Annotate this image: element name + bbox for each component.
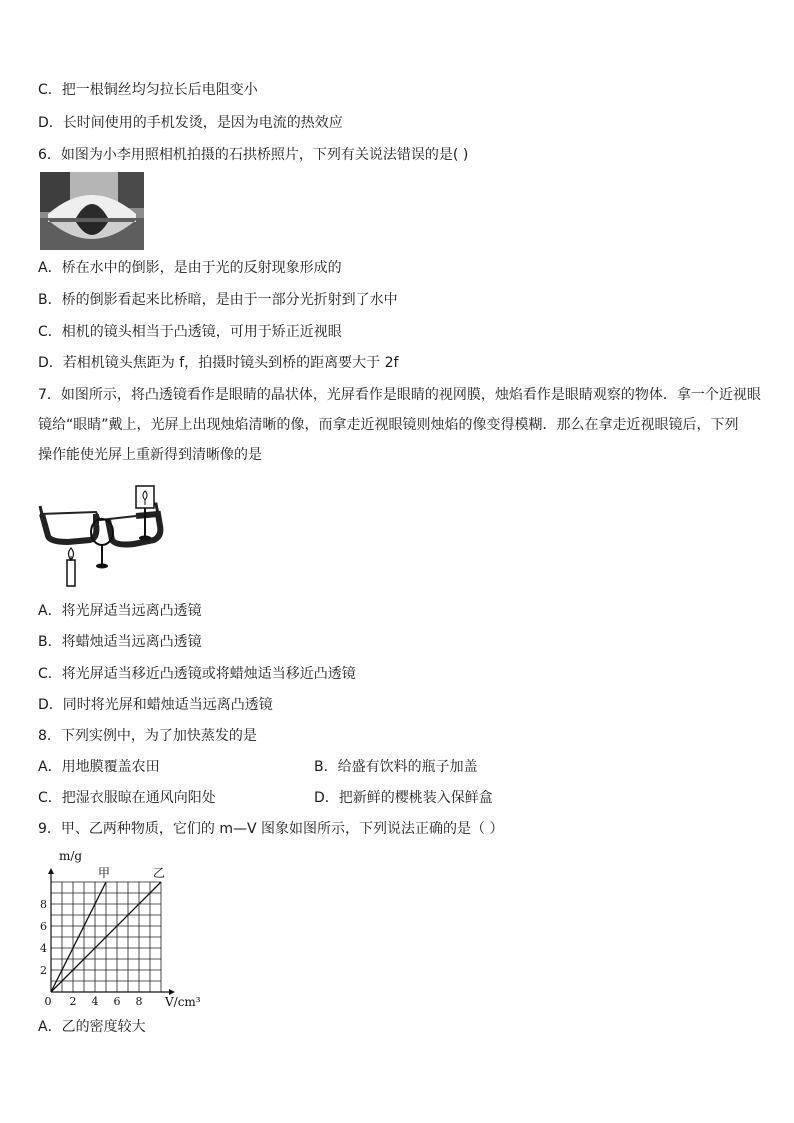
y-tick-label: 8: [40, 898, 47, 911]
q6-option-d: D．若相机镜头焦距为 f，拍摄时镜头到桥的距离要大于 2f: [38, 355, 399, 371]
q7-option-b: B．将蜡烛适当远离凸透镜: [38, 634, 202, 650]
x-tick-label: 8: [135, 995, 143, 1008]
x-tick-label: 0: [44, 995, 52, 1008]
q9-stem: 9．甲、乙两种物质，它们的 m—V 图象如图所示，下列说法正确的是（ ）: [38, 821, 504, 837]
series-label-1: 甲: [97, 866, 111, 880]
m-v-chart: [34, 846, 220, 1016]
x-tick-label: 4: [91, 995, 99, 1008]
y-axis-label: m/g: [59, 849, 83, 863]
y-tick-label: 4: [40, 942, 47, 955]
q7-option-c: C．将光屏适当移近凸透镜或将蜡烛适当移近凸透镜: [38, 666, 356, 682]
series-label-2: 乙: [152, 866, 166, 880]
y-tick-label: 6: [40, 920, 47, 933]
glasses-lens-candle-figure: [38, 484, 168, 594]
q6-stem: 6．如图为小李用照相机拍摄的石拱桥照片，下列有关说法错误的是( ): [38, 147, 469, 163]
q7-stem-line-3: 操作能使光屏上重新得到清晰像的是: [38, 447, 262, 463]
q8-stem: 8．下列实例中，为了加快蒸发的是: [38, 728, 257, 744]
q5-option-c: C．把一根铜丝均匀拉长后电阻变小: [38, 82, 258, 98]
x-axis-label: V/cm³: [165, 995, 201, 1009]
y-tick-label: 2: [40, 964, 47, 977]
q8-option-b: B．给盛有饮料的瓶子加盖: [314, 759, 478, 775]
stone-arch-bridge-photo: [40, 172, 144, 250]
q8-option-d: D．把新鲜的樱桃装入保鲜盒: [314, 790, 493, 806]
q7-stem-line-2: 镜给“眼睛”戴上，光屏上出现烛焰清晰的像，而拿走近视眼镜则烛焰的像变得模糊．那么在拿走近视眼镜后，下列: [38, 417, 739, 433]
q8-option-c: C．把湿衣服晾在通风向阳处: [38, 790, 216, 806]
q7-option-a: A．将光屏适当远离凸透镜: [38, 603, 202, 619]
q7-option-d: D．同时将光屏和蜡烛适当远离凸透镜: [38, 697, 273, 713]
q7-stem-line-1: 7．如图所示，将凸透镜看作是眼睛的晶状体，光屏看作是眼睛的视网膜，烛焰看作是眼睛观察的物体．拿一个近视眼: [38, 387, 761, 403]
x-tick-label: 2: [69, 995, 77, 1008]
q8-option-a: A．用地膜覆盖农田: [38, 759, 160, 775]
q5-option-d: D．长时间使用的手机发烫，是因为电流的热效应: [38, 115, 343, 131]
q6-option-b: B．桥的倒影看起来比桥暗，是由于一部分光折射到了水中: [38, 292, 398, 308]
q9-option-a: A．乙的密度较大: [38, 1019, 146, 1035]
x-tick-label: 6: [113, 995, 121, 1008]
y-axis-arrow: [48, 868, 54, 874]
q6-option-a: A．桥在水中的倒影，是由于光的反射现象形成的: [38, 260, 342, 276]
q6-option-c: C．相机的镜头相当于凸透镜，可用于矫正近视眼: [38, 324, 342, 340]
